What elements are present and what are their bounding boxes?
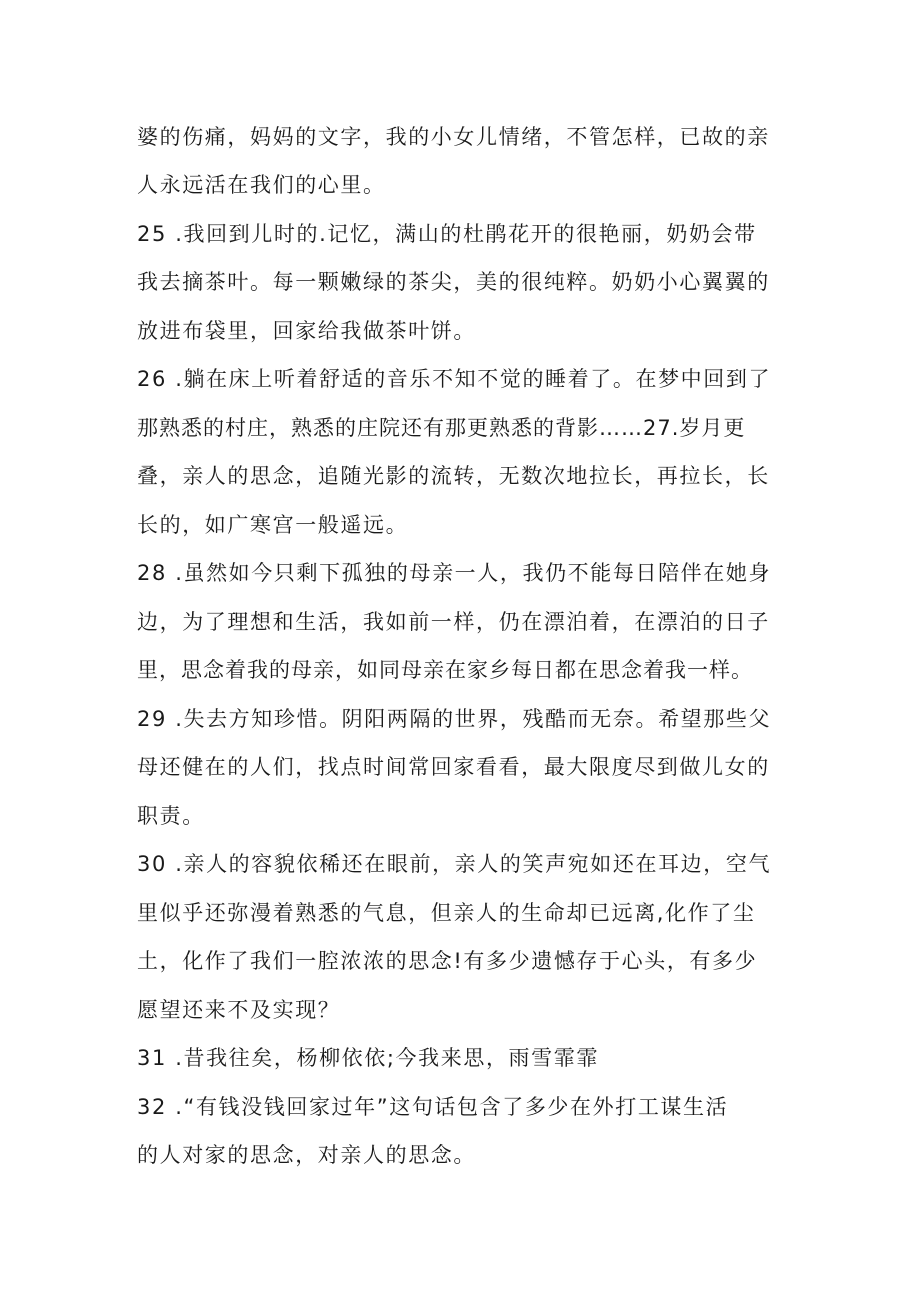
text-line: 28 .虽然如今只剩下孤独的母亲一人，我仍不能每日陪伴在她身 [137,561,772,585]
text-line: 那熟悉的村庄，熟悉的庄院还有那更熟悉的背影……27.岁月更 [137,416,746,440]
text-line: 婆的伤痛，妈妈的文字，我的小女儿情绪，不管怎样，已故的亲 [137,125,770,149]
text-line: 31 .昔我往矣，杨柳依依;今我来思，雨雪霏霏 [137,1046,599,1070]
text-line: 32 .“有钱没钱回家过年”这句话包含了多少在外打工谋生活 [137,1095,729,1119]
text-line: 愿望还来不及实现？ [137,998,341,1022]
text-line: 母还健在的人们，找点时间常回家看看，最大限度尽到做儿女的 [137,755,770,779]
text-line: 边，为了理想和生活，我如前一样，仍在漂泊着，在漂泊的日子 [137,610,770,634]
text-line: 放进布袋里，回家给我做茶叶饼。 [137,319,476,343]
text-line: 我去摘茶叶。每一颗嫩绿的茶尖，美的很纯粹。奶奶小心翼翼的 [137,270,770,294]
text-line: 人永远活在我们的心里。 [137,173,386,197]
text-line: 里似乎还弥漫着熟悉的气息，但亲人的生命却已远离,化作了尘 [137,901,756,925]
text-line: 26 .躺在床上听着舒适的音乐不知不觉的睡着了。在梦中回到了 [137,367,772,391]
text-line: 25 .我回到儿时的.记忆，满山的杜鹃花开的很艳丽，奶奶会带 [137,222,757,246]
text-line: 叠，亲人的思念，追随光影的流转，无数次地拉长，再拉长，长 [137,464,770,488]
text-line: 的人对家的思念，对亲人的思念。 [137,1143,476,1167]
text-line: 里，思念着我的母亲，如同母亲在家乡每日都在思念着我一样。 [137,658,753,682]
text-line: 土，化作了我们一腔浓浓的思念!有多少遗憾存于心头，有多少 [137,949,758,973]
text-line: 职责。 [137,804,205,828]
text-line: 29 .失去方知珍惜。阴阳两隔的世界，残酷而无奈。希望那些父 [137,707,772,731]
text-line: 30 .亲人的容貌依稀还在眼前，亲人的笑声宛如还在耳边，空气 [137,852,772,876]
text-line: 长的，如广寒宫一般遥远。 [137,513,409,537]
